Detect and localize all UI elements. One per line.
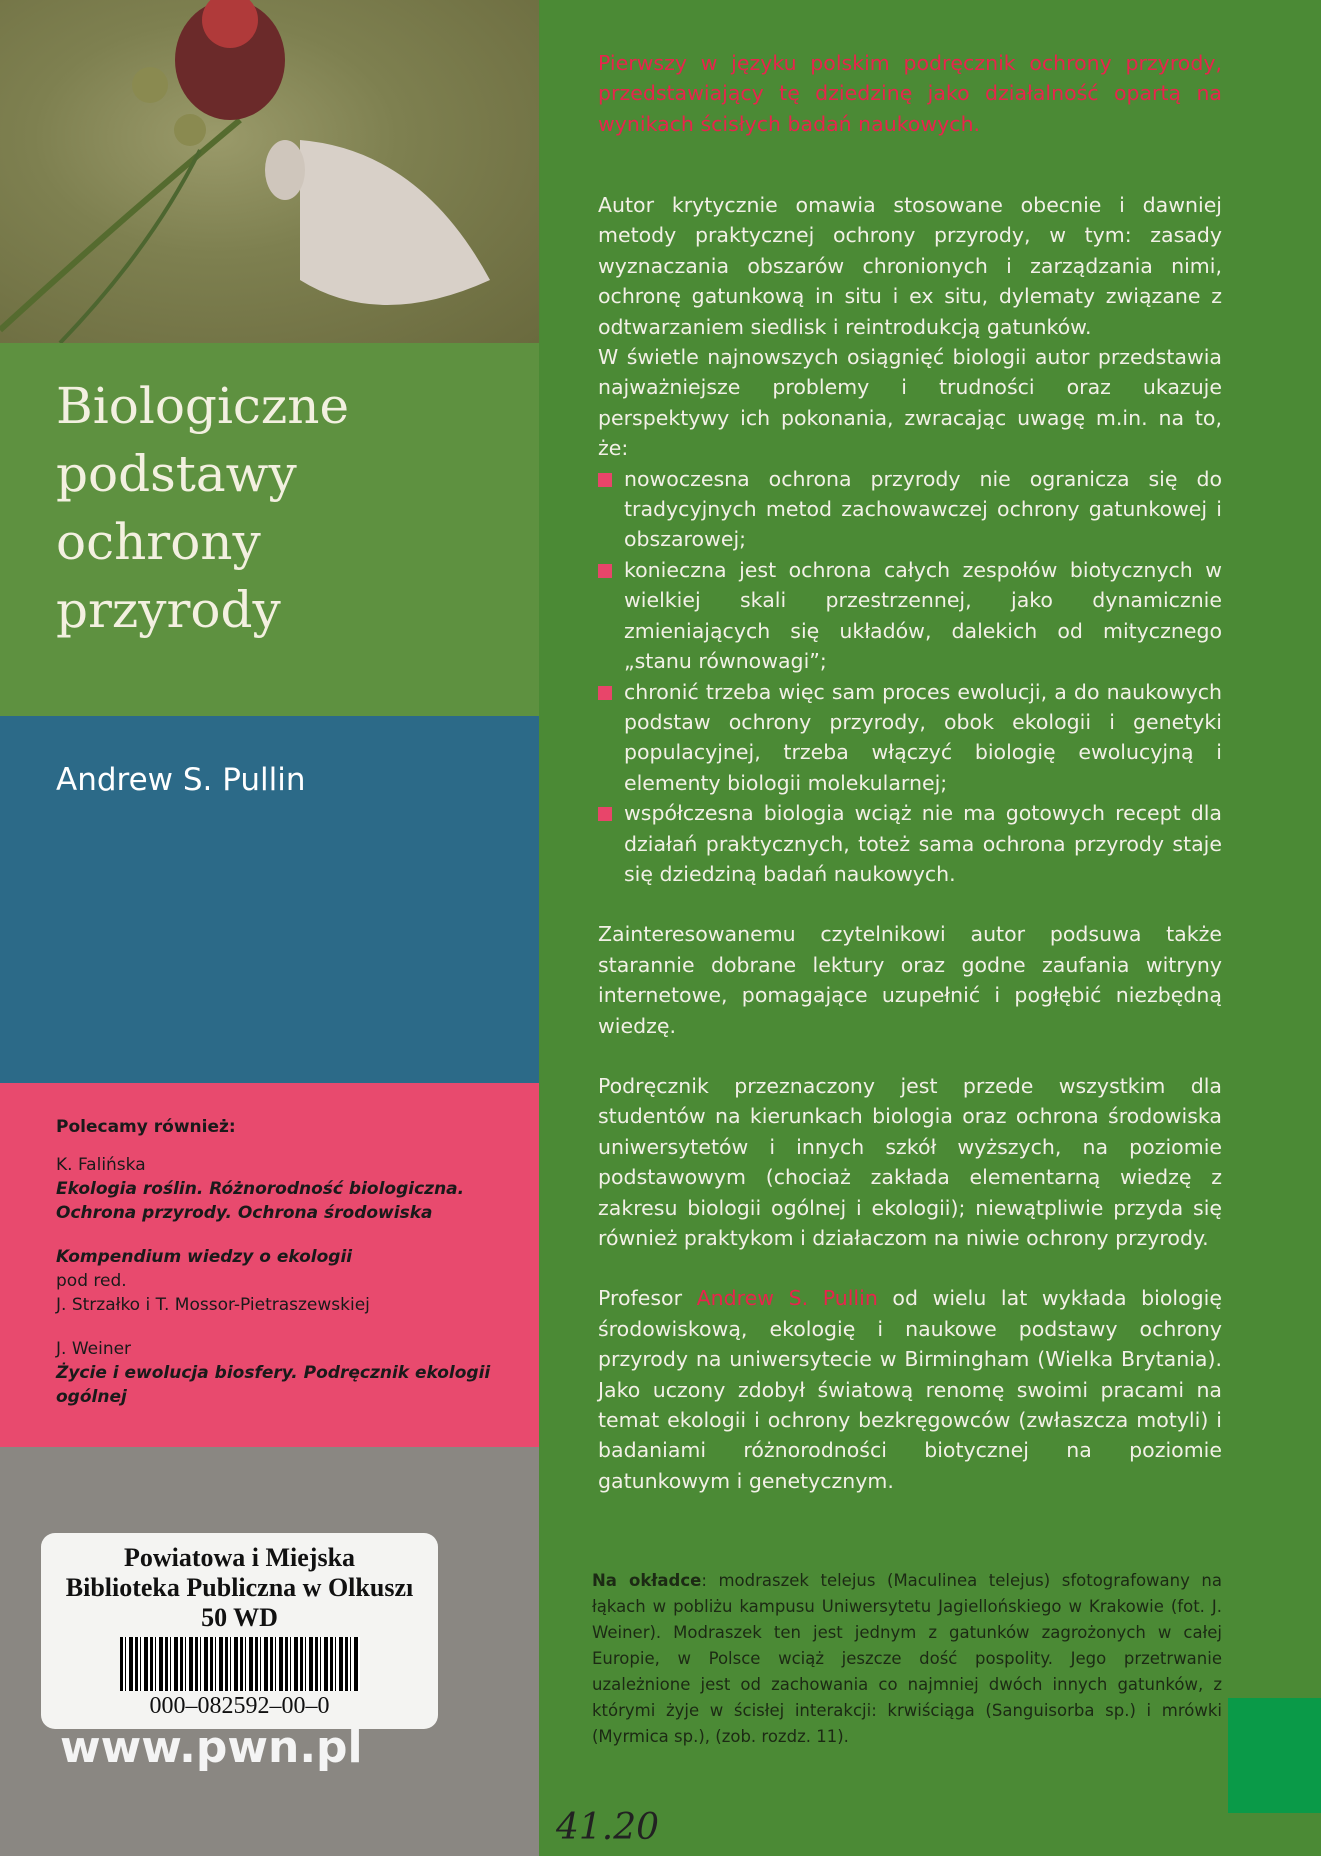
cover-note-text: : modraszek telejus (Maculinea telejus) sfotografowany na łąkach w pobliżu kampusu Uniwersytetu Jagiellońskiego w Krakowie (fot. J. Weiner). Modraszek ten jest jednym z gatunków zagrożonych w całej Europie, w Polsce wciąż jeszcze dość pospolity. Jego przetrwanie uzależnione jest od zachowania co najmniej dwóch innych gatunków, z którymi żyje w ścisłej interakcji: krwiściąga (Sanguisorba sp.) i mrówki (Myrmica sp.), (zob. rozdz. 11). bbox=[592, 1571, 1222, 1746]
rec-title: Ekologia roślin. Różnorodność biologiczna. Ochrona przyrody. Ochrona środowiska bbox=[56, 1179, 465, 1223]
title-line: podstawy bbox=[56, 445, 297, 503]
rec-author: J. Weiner bbox=[56, 1339, 132, 1359]
paragraph: Autor krytycznie omawia stosowane obecnie i dawniej metody praktycznej ochrony przyrody, w tym: zasady wyznaczania obszarów chronionych i zarządzania nimi, ochronę gatunkową in situ i ex situ, dylematy związane z odtwarzaniem siedlisk i reintrodukcją gatunków. bbox=[598, 193, 1222, 339]
book-author: Andrew S. Pullin bbox=[56, 762, 306, 798]
publisher-website: www.pwn.pl bbox=[60, 1722, 363, 1773]
library-label bbox=[41, 1533, 438, 1729]
bullet-item: chronić trzeba więc sam proces ewolucji, a do naukowych podstaw ochrony przyrody, obok ekologii i genetyki populacyjnej, trzeba włączyć biologię ewolucyjną i elementy biologii molekularnej; bbox=[598, 677, 1222, 799]
bio-author-name: Andrew S. Pullin bbox=[696, 1286, 878, 1311]
bullet-list bbox=[598, 464, 1222, 890]
recommend-heading: Polecamy również: bbox=[56, 1117, 236, 1137]
bullet-item: współczesna biologia wciąż nie ma gotowych recept dla działań praktycznych, toteż sama ochrona przyrody staje się dziedziną badań naukowych. bbox=[598, 798, 1222, 889]
description-body bbox=[598, 190, 1222, 1496]
cover-note bbox=[592, 1568, 1222, 1750]
library-name-line: Powiatowa i Miejska bbox=[123, 1543, 356, 1572]
handwritten-number: 41.20 bbox=[556, 1807, 660, 1848]
title-line: Biologiczne bbox=[56, 377, 350, 435]
paragraph: Zainteresowanemu czytelnikowi autor podsuwa także starannie dobrane lektury oraz godne zaufania witryny internetowe, pomagające uzupełnić i pogłębić niezbędną wiedzę. bbox=[598, 922, 1222, 1038]
book-title bbox=[56, 372, 349, 644]
rec-author: J. Strzałko i T. Mossor-Pietraszewskiej bbox=[56, 1295, 370, 1315]
green-sticker bbox=[1228, 1698, 1321, 1813]
bio-prefix: Profesor bbox=[598, 1286, 683, 1311]
cover-note-label: Na okładce bbox=[592, 1571, 702, 1590]
rec-title: Życie i ewolucja biosfery. Podręcznik ekologii ogólnej bbox=[56, 1363, 491, 1407]
lead-text: Pierwszy w języku polskim podręcznik ochrony przyrody, przedstawiający tę dziedzinę jako działalność opartą na wynikach ścisłych badań naukowych. bbox=[598, 51, 1222, 136]
paragraph: Podręcznik przeznaczony jest przede wszystkim dla studentów na kierunkach biologia oraz ochrona środowiska uniwersytetów i innych szkół wyższych, na poziomie podstawowym (chociaż zakłada elementarną wiedzę z zakresu biologii ogólnej i ekologii); niewątpliwie przyda się również praktykom i działaczom na niwie ochrony przyrody. bbox=[598, 1073, 1222, 1250]
recommendations bbox=[56, 1115, 526, 1409]
barcode-number: 000–082592–00–0 bbox=[149, 1693, 330, 1719]
bullet-item: konieczna jest ochrona całych zespołów biotycznych w wielkiej skali przestrzennej, jako dynamicznie zmieniających się układów, dalekich od mitycznego „stanu równowagi”; bbox=[598, 555, 1222, 677]
rec-title: Kompendium wiedzy o ekologii bbox=[56, 1247, 353, 1267]
library-code: 50 WD bbox=[201, 1603, 278, 1632]
title-line: przyrody bbox=[56, 581, 281, 639]
rec-author: K. Falińska bbox=[56, 1155, 146, 1175]
bio-text: od wielu lat wykłada biologię środowiskową, ekologię i naukowe podstawy ochrony przyrody na uniwersytecie w Birmingham (Wielka Brytania). Jako uczony zdobył światową renomę swoimi pracami na temat ekologii i ochrony bezkręgowców (zwłaszcza motyli) i badaniami różnorodności biotycznej na poziomie gatunkowym i genetycznym. bbox=[598, 1286, 1222, 1493]
cover-photo-butterfly bbox=[0, 0, 539, 343]
rec-editor-prefix: pod red. bbox=[56, 1271, 127, 1291]
author-bio bbox=[598, 1283, 1222, 1496]
barcode bbox=[120, 1637, 360, 1691]
library-name-line: Biblioteka Publiczna w Olkuszı bbox=[65, 1573, 414, 1602]
title-line: ochrony bbox=[56, 513, 261, 571]
paragraph: W świetle najnowszych osiągnięć biologii autor przedstawia najważniejsze problemy i trudności oraz ukazuje perspektywy ich pokonania, zwracając uwagę m.in. na to, że: bbox=[598, 345, 1222, 461]
butterfly-illustration bbox=[0, 0, 539, 343]
bullet-item: nowoczesna ochrona przyrody nie ogranicza się do tradycyjnych metod zachowawczej ochrony gatunkowej i obszarowej; bbox=[598, 464, 1222, 555]
